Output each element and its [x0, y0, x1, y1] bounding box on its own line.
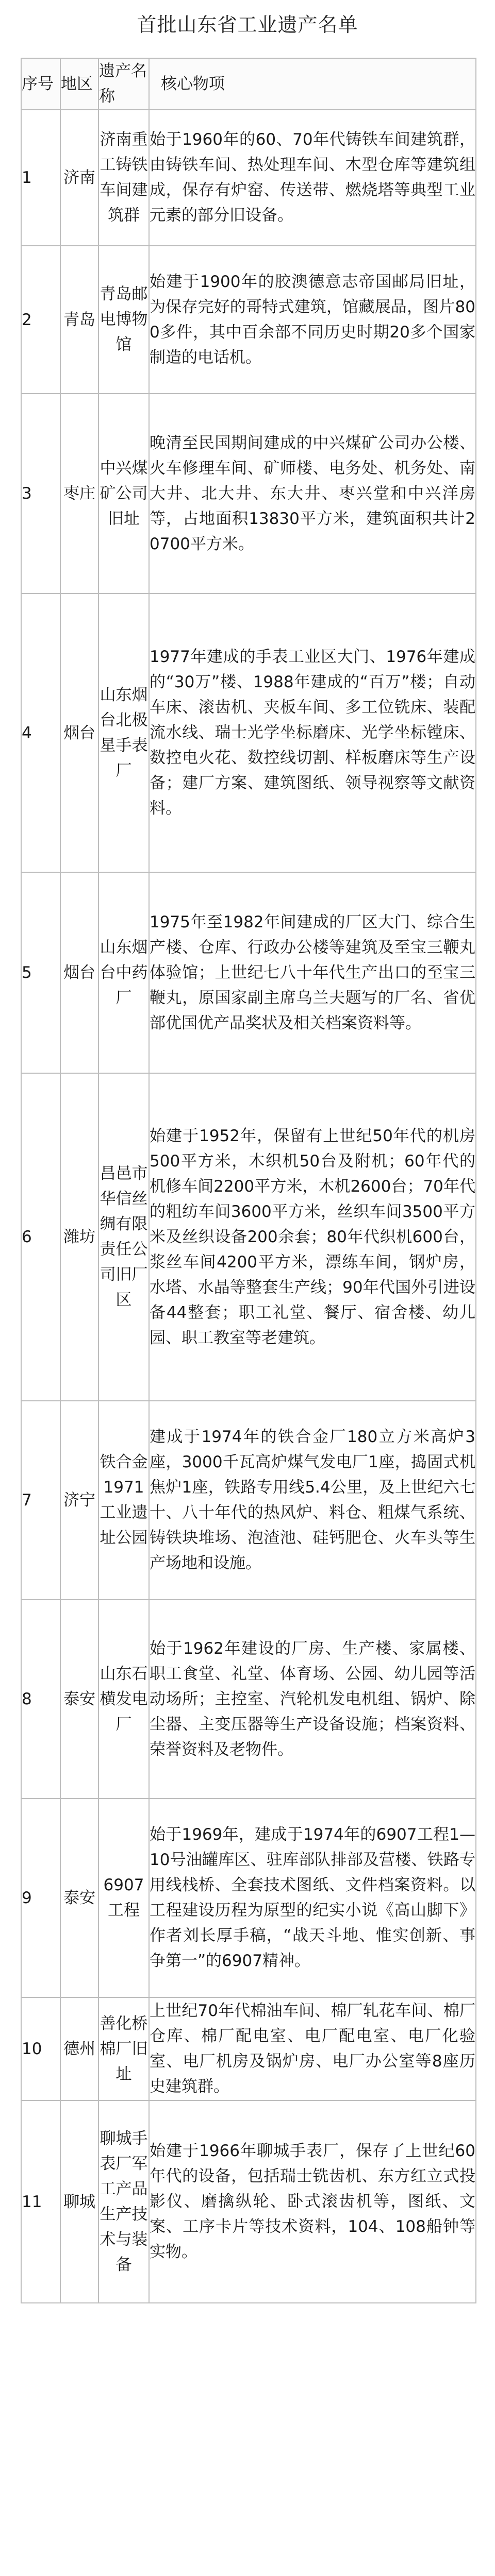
- row-city: 烟台: [60, 872, 98, 1073]
- row-heritage-name: 聊城手表厂军工产品生产技术与装备: [98, 2100, 149, 2303]
- row-number: 8: [21, 1600, 60, 1799]
- row-number: 1: [21, 110, 60, 246]
- row-number: 10: [21, 1997, 60, 2100]
- header-name: 遗产名称: [98, 58, 149, 110]
- table-row: [21, 1997, 476, 2100]
- table-row: [21, 1799, 476, 1997]
- row-number: 5: [21, 872, 60, 1073]
- row-core-items: 始建于1952年，保留有上世纪50年代的机房500平方米，木织机50台及附机；60年代的机修车间2200平方米，木机2600台；70年代的粗纺车间3600平方米，丝织车间3500平方米及丝织设备200余套；80年代织机600台，浆丝车间4200平方米，漂练车间，钢炉房，水塔、水晶等整套生产线；90年代国外引进设备44整套；职工礼堂、餐厅、宿舍楼、幼儿园、职工教室等老建筑。: [149, 1073, 476, 1401]
- header-items: 核心物项: [149, 58, 476, 110]
- row-number: 7: [21, 1401, 60, 1600]
- row-city: 德州: [60, 1997, 98, 2100]
- table-row: [21, 110, 476, 246]
- row-heritage-name: 中兴煤矿公司旧址: [98, 394, 149, 594]
- table-row: [21, 1401, 476, 1600]
- row-heritage-name: 昌邑市华信丝绸有限责任公司旧厂区: [98, 1073, 149, 1401]
- row-city: 泰安: [60, 1799, 98, 1997]
- row-city: 泰安: [60, 1600, 98, 1799]
- table-header-row: [21, 58, 476, 110]
- table-row: [21, 1600, 476, 1799]
- row-core-items: 始于1960年的60、70年代铸铁车间建筑群，由铸铁车间、热处理车间、木型仓库等建筑组成，保存有炉窑、传送带、燃烧塔等典型工业元素的部分旧设备。: [149, 110, 476, 246]
- row-heritage-name: 青岛邮电博物馆: [98, 246, 149, 394]
- table-row: [21, 594, 476, 872]
- table-row: [21, 246, 476, 394]
- row-number: 4: [21, 594, 60, 872]
- row-city: 聊城: [60, 2100, 98, 2303]
- row-core-items: 始建于1900年的胶澳德意志帝国邮局旧址，为保存完好的哥特式建筑，馆藏展品，图片800多件，其中百余部不同历史时期20多个国家制造的电话机。: [149, 246, 476, 394]
- row-city: 烟台: [60, 594, 98, 872]
- row-number: 11: [21, 2100, 60, 2303]
- row-city: 潍坊: [60, 1073, 98, 1401]
- row-core-items: 1977年建成的手表工业区大门、1976年建成的“30万”楼、1988年建成的“百万”楼；自动车床、滚齿机、夹板车间、多工位铣床、装配流水线、瑞士光学坐标磨床、光学坐标镗床、数控电火花、数控线切割、样板磨床等生产设备；建厂方案、建筑图纸、领导视察等文献资料。: [149, 594, 476, 872]
- row-core-items: 晚清至民国期间建成的中兴煤矿公司办公楼、火车修理车间、矿师楼、电务处、机务处、南大井、北大井、东大井、枣兴堂和中兴洋房等，占地面积13830平方米，建筑面积共计20700平方米。: [149, 394, 476, 594]
- row-number: 3: [21, 394, 60, 594]
- page-title: 首批山东省工业遗产名单: [137, 13, 358, 36]
- row-heritage-name: 山东烟台北极星手表厂: [98, 594, 149, 872]
- row-number: 6: [21, 1073, 60, 1401]
- row-heritage-name: 铁合金1971工业遗址公园: [98, 1401, 149, 1600]
- row-core-items: 始于1969年，建成于1974年的6907工程1—10号油罐库区、驻库部队排部及营楼、铁路专用线栈桥、全套技术图纸、文件档案资料。以工程建设历程为原型的纪实小说《高山脚下》作者刘长厚手稿，“战天斗地、惟实创新、事争第一”的6907精神。: [149, 1799, 476, 1997]
- row-heritage-name: 山东烟台中药厂: [98, 872, 149, 1073]
- row-heritage-name: 济南重工铸铁车间建筑群: [98, 110, 149, 246]
- row-core-items: 1975年至1982年间建成的厂区大门、综合生产楼、仓库、行政办公楼等建筑及至宝三鞭丸体验馆；上世纪七八十年代生产出口的至宝三鞭丸，原国家副主席乌兰夫题写的厂名、省优部优国优产品奖状及相关档案资料等。: [149, 872, 476, 1073]
- row-core-items: 上世纪70年代棉油车间、棉厂轧花车间、棉厂仓库、棉厂配电室、电厂配电室、电厂化验室、电厂机房及锅炉房、电厂办公室等8座历史建筑群。: [149, 1997, 476, 2100]
- row-number: 2: [21, 246, 60, 394]
- table-row: [21, 394, 476, 594]
- row-number: 9: [21, 1799, 60, 1997]
- table-row: [21, 2100, 476, 2303]
- row-heritage-name: 善化桥棉厂旧址: [98, 1997, 149, 2100]
- header-no: 序号: [21, 58, 60, 110]
- row-heritage-name: 6907工程: [98, 1799, 149, 1997]
- row-city: 济宁: [60, 1401, 98, 1600]
- heritage-table: [21, 58, 476, 2303]
- table-row: [21, 1073, 476, 1401]
- row-core-items: 建成于1974年的铁合金厂180立方米高炉3座，3000千瓦高炉煤气发电厂1座，捣固式机焦炉1座，铁路专用线5.4公里，及上世纪六七十、八十年代的热风炉、料仓、粗煤气系统、铸铁块堆场、泡渣池、硅钙肥仓、火车头等生产场地和设施。: [149, 1401, 476, 1600]
- row-city: 青岛: [60, 246, 98, 394]
- row-core-items: 始于1962年建设的厂房、生产楼、家属楼、职工食堂、礼堂、体育场、公园、幼儿园等活动场所；主控室、汽轮机发电机组、锅炉、除尘器、主变压器等生产设备设施；档案资料、荣誉资料及老物件。: [149, 1600, 476, 1799]
- table-row: [21, 872, 476, 1073]
- row-city: 济南: [60, 110, 98, 246]
- row-heritage-name: 山东石横发电厂: [98, 1600, 149, 1799]
- header-city: 地区: [60, 58, 98, 110]
- row-city: 枣庄: [60, 394, 98, 594]
- row-core-items: 始建于1966年聊城手表厂，保存了上世纪60年代的设备，包括瑞士铣齿机、东方红立式投影仪、磨擒纵轮、卧式滚齿机等，图纸、文案、工序卡片等技术资料，104、108船钟等实物。: [149, 2100, 476, 2303]
